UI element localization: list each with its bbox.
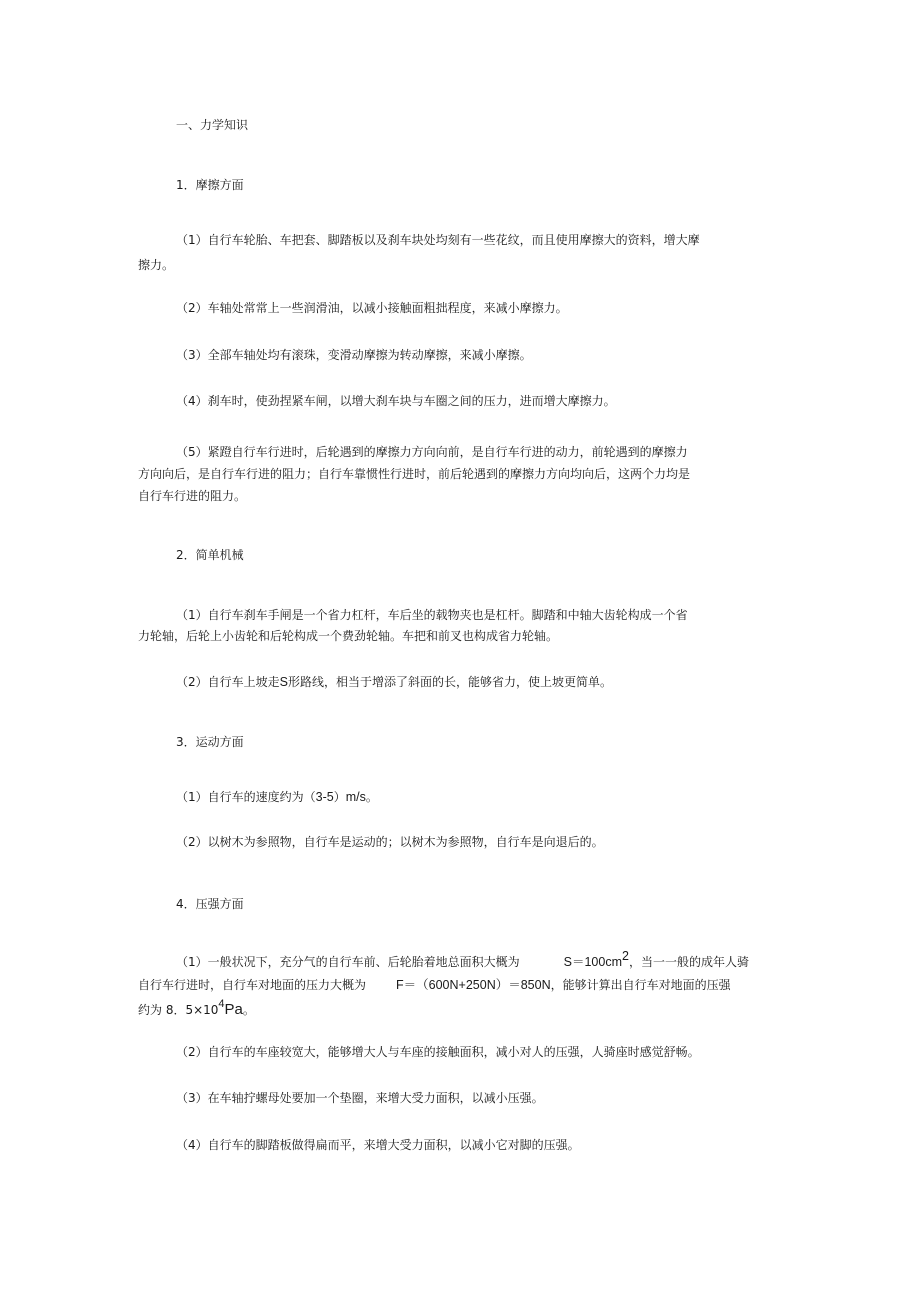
motion-p1-value: 3-5 — [315, 790, 334, 804]
pressure-area-value: S＝100cm — [563, 955, 622, 969]
pressure-p1-text-c: 自行车行进时，自行车对地面的压力大概为 — [138, 978, 367, 992]
machines-p1-line1: （1）自行车刹车手闸是一个省力杠杆，车后坐的载物夹也是杠杆。脚踏和中轴大齿轮构成一个省 — [176, 608, 688, 622]
pressure-p3: （3）在车轴拧螺母处要加一个垫圈，来增大受力面积，以减小压强。 — [176, 1091, 544, 1105]
machines-p2-text-a: （2）自行车上坡走 — [176, 675, 280, 689]
pressure-p1-text-b: ，当一一般的成年人骑 — [628, 955, 749, 969]
pressure-unit: Pa — [224, 1001, 243, 1018]
friction-p5-line2: 方向向后，是自行车行进的阻力；自行车靠惯性行进时，前后轮遇到的摩擦力方向均向后，这两个力均是 — [138, 467, 691, 481]
heading-pressure: 4．压强方面 — [176, 897, 244, 911]
pressure-p4: （4）自行车的脚踏板做得扁而平，来增大受力面积，以减小它对脚的压强。 — [176, 1138, 580, 1152]
friction-p1-line2: 擦力。 — [138, 258, 175, 272]
friction-p1-line1: （1）自行车轮胎、车把套、脚踏板以及刹车块处均刻有一些花纹，而且使用摩擦大的资料，增大摩 — [176, 233, 700, 247]
machines-p2-text-b: 形路线，相当于增添了斜面的长，能够省力，使上坡更简单。 — [287, 675, 612, 689]
motion-p1-text-a: （1）自行车的速度约为（ — [176, 790, 316, 804]
pressure-p1-line1 — [176, 949, 749, 970]
pressure-p1-line3 — [138, 998, 255, 1018]
pressure-p1-end: 。 — [242, 1003, 255, 1017]
pressure-p2: （2）自行车的车座较宽大，能够增大人与车座的接触面积，减小对人的压强，人骑座时感觉舒畅。 — [176, 1045, 700, 1059]
pressure-area-exponent: 2 — [622, 949, 629, 963]
pressure-p1-text-e: 约为 8．5×10 — [138, 1003, 219, 1017]
pressure-force-value: F＝（600N+250N）＝850N — [396, 978, 551, 992]
heading-motion: 3．运动方面 — [176, 735, 244, 749]
motion-p1-unit: m/s — [345, 790, 366, 804]
motion-p1-text-b: ） — [333, 790, 346, 804]
motion-p2: （2）以树木为参照物，自行车是运动的；以树木为参照物，自行车是向退后的。 — [176, 835, 604, 849]
section-title: 一、力学知识 — [176, 118, 249, 132]
friction-p4: （4）刹车时，使劲捏紧车闸，以增大刹车块与车圈之间的压力，进而增大摩擦力。 — [176, 394, 616, 408]
machines-p2-s: S — [279, 675, 288, 689]
motion-p1-text-c: 。 — [365, 790, 378, 804]
pressure-p1-text-a: （1）一般状况下，充分气的自行车前、后轮胎着地总面积大概为 — [176, 955, 520, 969]
friction-p5-line3: 自行车行进的阻力。 — [138, 489, 247, 503]
heading-friction: 1．摩擦方面 — [176, 178, 244, 192]
heading-machines: 2．简单机械 — [176, 548, 244, 562]
machines-p1-line2: 力轮轴，后轮上小齿轮和后轮构成一个费劲轮轴。车把和前叉也构成省力轮轴。 — [138, 629, 559, 643]
friction-p2: （2）车轴处常常上一些润滑油，以减小接触面粗拙程度，来减小摩擦力。 — [176, 301, 568, 315]
friction-p5-line1: （5）紧蹬自行车行进时，后轮遇到的摩擦力方向向前，是自行车行进的动力，前轮遇到的摩擦力 — [176, 445, 688, 459]
pressure-p1-line2 — [138, 977, 731, 993]
pressure-p1-text-d: ，能够计算出自行车对地面的压强 — [550, 978, 731, 992]
friction-p3: （3）全部车轴处均有滚珠，变滑动摩擦为转动摩擦，来减小摩擦。 — [176, 348, 532, 362]
pressure-exponent: 4 — [218, 998, 225, 1010]
motion-p1 — [176, 789, 378, 805]
machines-p2 — [176, 674, 612, 690]
